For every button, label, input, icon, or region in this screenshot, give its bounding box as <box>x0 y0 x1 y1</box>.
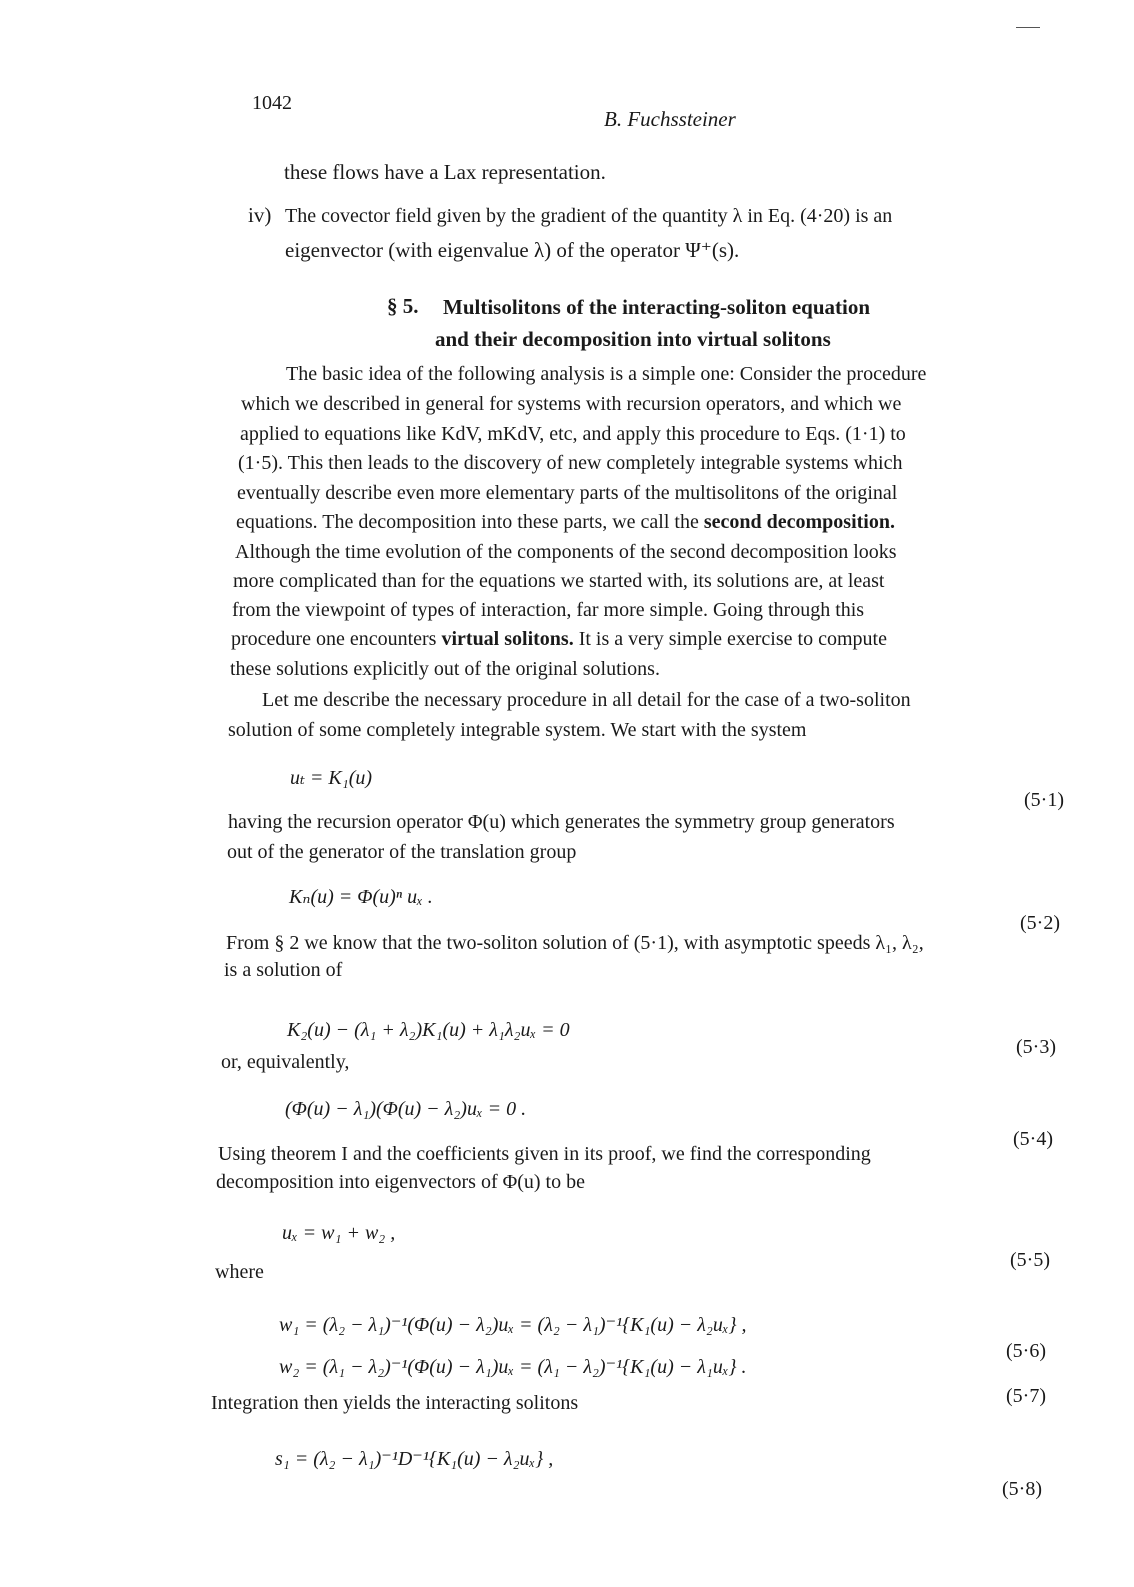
running-head: B. Fuchssteiner <box>604 107 736 131</box>
text-line: having the recursion operator Φ(u) which generates the symmetry group generators <box>228 811 895 833</box>
section-number: § 5. <box>387 294 419 318</box>
text-line: procedure one encounters virtual solitons. It is a very simple exercise to compute <box>231 628 887 650</box>
text-line: solution of some completely integrable system. We start with the system <box>228 719 807 741</box>
equation-5-4: (Φ(u) − λ₁)(Φ(u) − λ₂)uₓ = 0 . <box>285 1098 527 1120</box>
text-line: which we described in general for systems with recursion operators, and which we <box>241 393 902 415</box>
scan-mark-top-right <box>1016 27 1040 28</box>
text-line: applied to equations like KdV, mKdV, etc, and apply this procedure to Eqs. (1·1) to <box>240 423 906 445</box>
equation-5-2: Kₙ(u) = Φ(u)ⁿ uₓ . <box>289 886 433 908</box>
text-line: Using theorem I and the coefficients given in its proof, we find the corresponding <box>218 1143 871 1165</box>
equation-5-6: w₁ = (λ₂ − λ₁)⁻¹(Φ(u) − λ₂)uₓ = (λ₂ − λ₁)⁻¹{K₁(u) − λ₂uₓ} , <box>279 1314 747 1336</box>
text-line: The covector field given by the gradient of the quantity λ in Eq. (4·20) is an <box>285 205 893 227</box>
text-line: equations. The decomposition into these parts, we call the second decomposition. <box>236 511 895 533</box>
text-line: From § 2 we know that the two-soliton solution of (5·1), with asymptotic speeds λ₁, λ₂, <box>226 932 924 954</box>
equation-number-5-4: (5·4) <box>1013 1128 1053 1150</box>
text-line: Although the time evolution of the components of the second decomposition looks <box>235 541 897 563</box>
term-second-decomposition: second decomposition. <box>703 511 895 533</box>
text-line: where <box>215 1261 264 1283</box>
text-line: these solutions explicitly out of the original solutions. <box>230 658 660 680</box>
section-title-line-1: Multisolitons of the interacting-soliton equation <box>443 295 871 319</box>
equation-number-5-2: (5·2) <box>1020 912 1060 934</box>
equation-number-5-6: (5·6) <box>1006 1340 1046 1362</box>
equation-5-1: uₜ = K₁(u) <box>290 767 373 789</box>
page-number: 1042 <box>252 92 292 114</box>
text-line: The basic idea of the following analysis is a simple one: Consider the procedure <box>286 363 927 385</box>
equation-number-5-1: (5·1) <box>1024 789 1064 811</box>
text-line: is a solution of <box>224 959 343 981</box>
text-line: or, equivalently, <box>221 1051 350 1073</box>
text-line: from the viewpoint of types of interaction, far more simple. Going through this <box>232 599 865 621</box>
text-line: these flows have a Lax representation. <box>284 160 606 184</box>
equation-5-5: uₓ = w₁ + w₂ , <box>282 1222 396 1244</box>
equation-number-5-7: (5·7) <box>1006 1385 1046 1407</box>
equation-number-5-5: (5·5) <box>1010 1249 1050 1271</box>
text-line: eigenvector (with eigenvalue λ) of the operator Ψ⁺(s). <box>285 238 740 262</box>
text-line: Integration then yields the interacting solitons <box>211 1392 579 1414</box>
text-line: decomposition into eigenvectors of Φ(u) to be <box>216 1171 585 1193</box>
equation-number-5-8: (5·8) <box>1002 1478 1042 1500</box>
text-line: more complicated than for the equations we started with, its solutions are, at least <box>233 570 885 592</box>
section-title-line-2: and their decomposition into virtual solitons <box>435 327 831 351</box>
text-line: out of the generator of the translation group <box>227 841 577 863</box>
text-line: eventually describe even more elementary parts of the multisolitons of the original <box>237 482 898 504</box>
text-line: Let me describe the necessary procedure in all detail for the case of a two-soliton <box>262 689 911 711</box>
term-virtual-solitons: virtual solitons. <box>441 628 574 650</box>
equation-5-8: s₁ = (λ₂ − λ₁)⁻¹D⁻¹{K₁(u) − λ₂uₓ} , <box>275 1448 554 1470</box>
equation-5-3: K₂(u) − (λ₁ + λ₂)K₁(u) + λ₁λ₂uₓ = 0 <box>287 1019 570 1041</box>
equation-number-5-3: (5·3) <box>1016 1036 1056 1058</box>
equation-5-7: w₂ = (λ₁ − λ₂)⁻¹(Φ(u) − λ₁)uₓ = (λ₁ − λ₂)⁻¹{K₁(u) − λ₁uₓ} . <box>279 1356 747 1378</box>
list-label: iv) <box>248 203 272 227</box>
text-line: (1·5). This then leads to the discovery of new completely integrable systems which <box>238 452 903 474</box>
